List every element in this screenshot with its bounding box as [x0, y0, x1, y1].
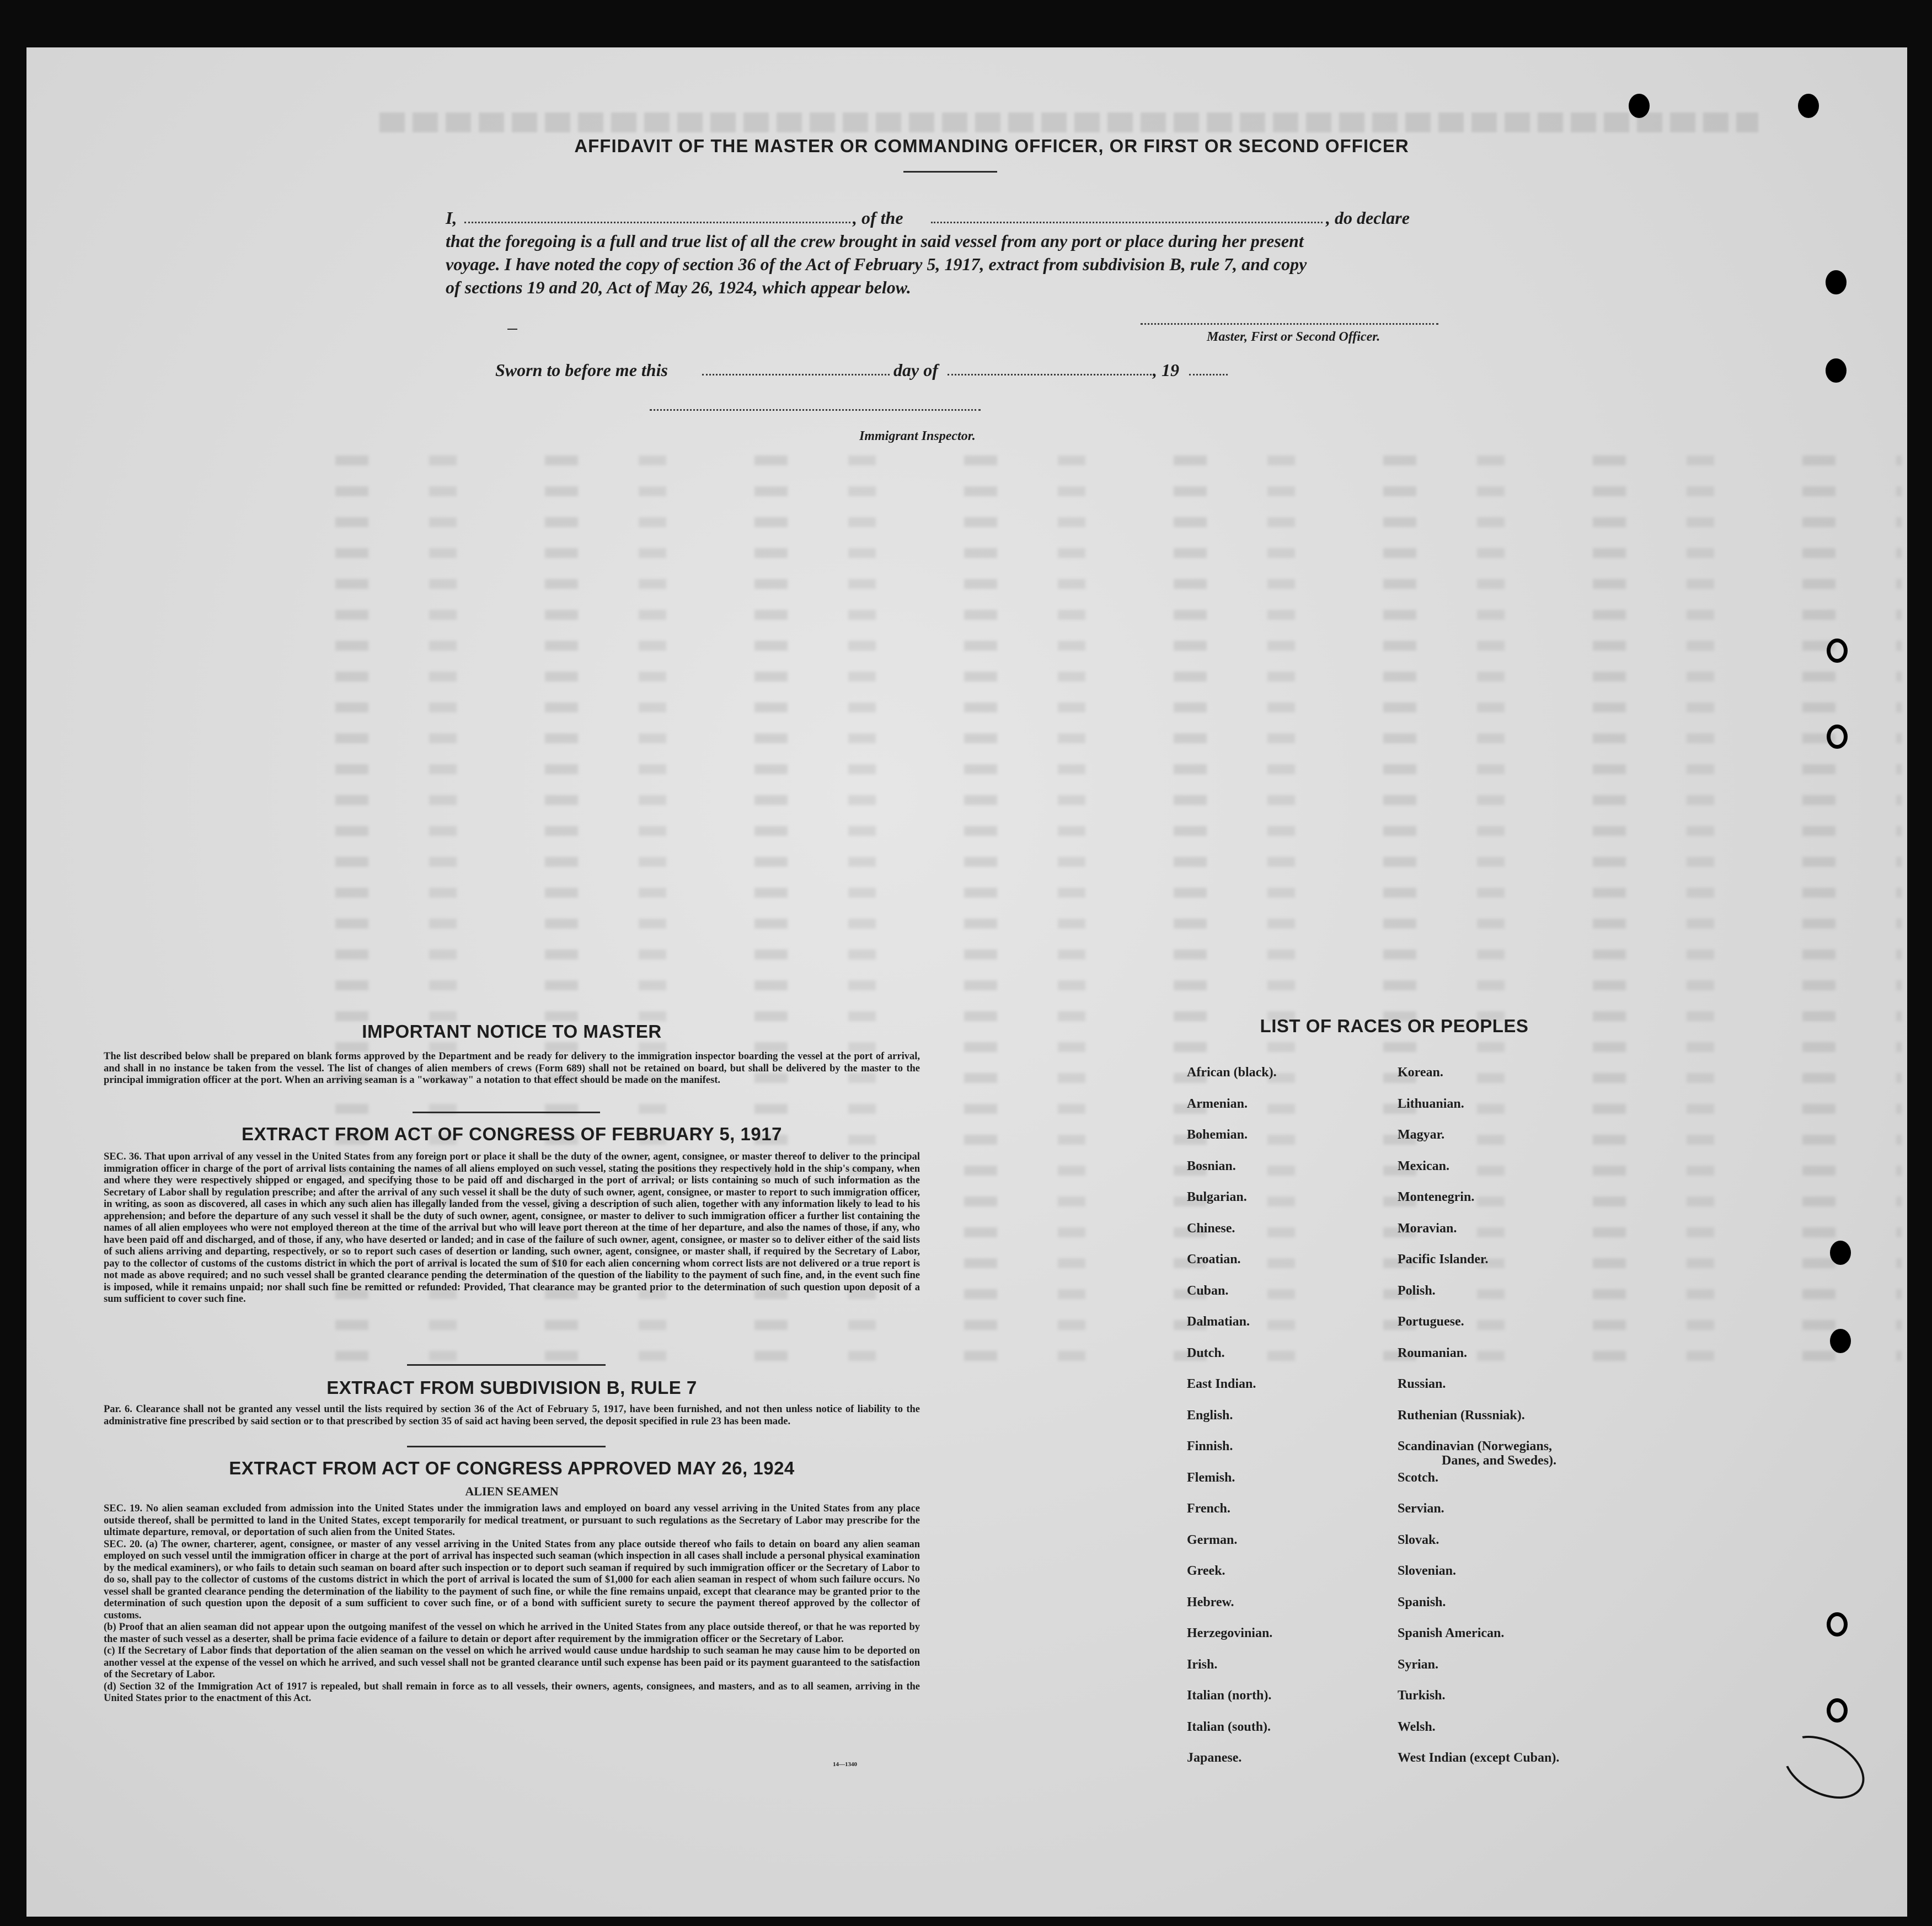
race-item: Russian.	[1398, 1377, 1446, 1391]
dash-mark	[507, 329, 517, 330]
race-item: English.	[1187, 1408, 1233, 1423]
punch-hole	[1827, 639, 1848, 663]
signature-blank	[1141, 323, 1438, 325]
race-item: Bosnian.	[1187, 1158, 1236, 1173]
race-item-continuation: Danes, and Swedes).	[1442, 1453, 1557, 1468]
sworn-label: Sworn to before me this	[495, 360, 668, 380]
bleed-through-row	[335, 517, 1902, 527]
race-item: Magyar.	[1398, 1128, 1445, 1142]
extract-1917-rule	[407, 1364, 606, 1366]
bleed-through-row	[335, 949, 1902, 959]
punch-hole	[1827, 1698, 1848, 1723]
sworn-day-blank	[702, 374, 890, 375]
race-item: Spanish American.	[1398, 1626, 1505, 1640]
sworn-line	[495, 357, 1267, 383]
race-item: Spanish.	[1398, 1595, 1446, 1610]
extract-1917-body: SEC. 36. That upon arrival of any vessel in the United States from any foreign port or place it shall be the duty of the owner, agent, consignee, or master thereof to deliver to the principal immigration officer in charge of the port of arrival lists containing the names of all aliens employed on such vessel, stating the positions they respectively hold in the ship's company, when and where they were respectively shipped or engaged, and specifying those to be paid off and discharged in the port of arrival; or lists containing so much of such information as the Secretary of Labor shall by regulation prescribe; and after the arrival of any such vessel it shall be the duty of such owner, agent, consignee, or master to report to such immigration officer, in writing, as soon as discovered, all cases in which any such alien has illegally landed from the vessel, giving a description of such alien, together with any information likely to lead to his apprehension; and before the departure of any such vessel it shall be the duty of such owner, agent, consignee, or master to deliver to such immigration officer a further list containing the names of all alien employees who were not employed thereon at the time of the arrival but who will leave port thereon at the time of her departure, and also the names of those, if any, who have been paid off and discharged, and of those, if any, who have deserted or landed; and in case of the failure of such owner, agent, consignee, or master so to deliver either of the said lists of such aliens arriving and departing, respectively, or so to report such cases of desertion or landing, such owner, agent, consignee, or master shall, if required by the Secretary of Labor, pay to the collector of customs of the customs district in which the port of arrival is located the sum of $10 for each alien concerning whom correct lists are not delivered or a true report is not made as above required; and no such vessel shall be granted clearance pending the determination of the question of the liability to the payment of such fine, and, in the event such fine is imposed, while it remains unpaid; nor shall such fine be remitted or refunded: Provided, That clearance may be granted prior to the determination of such question upon deposit of a sum sufficient to cover such fine.	[104, 1151, 920, 1305]
notice-rule	[413, 1112, 600, 1113]
bleed-through-heading	[379, 112, 1758, 132]
signature-label: Master, First or Second Officer.	[1207, 330, 1380, 344]
race-item: Mexican.	[1398, 1158, 1449, 1173]
sworn-month-blank	[948, 374, 1152, 375]
bleed-through-row	[335, 1351, 1902, 1361]
race-item: Montenegrin.	[1398, 1190, 1475, 1204]
bleed-through-row	[335, 455, 1902, 465]
notice-body: The list described below shall be prepared on blank forms approved by the Department and be ready for delivery to the immigration inspector boarding the vessel at the port of arrival, and shall in no instance be taken from the vessel. The list of changes of alien members of crews (Form 689) shall not be retained on board, but shall be delivered by the master to the principal immigration officer at the port. When an arriving seaman is a "workaway" a notation to that effect should be made on the manifest.	[104, 1051, 920, 1086]
race-item: Armenian.	[1187, 1096, 1248, 1111]
inspector-label: Immigrant Inspector.	[859, 429, 976, 443]
extract-rule7-rule	[407, 1446, 606, 1447]
race-item: Portuguese.	[1398, 1315, 1464, 1329]
sworn-day-of: day of	[893, 360, 938, 380]
race-item: Japanese.	[1187, 1751, 1242, 1765]
race-item: Welsh.	[1398, 1719, 1436, 1734]
race-item: Bulgarian.	[1187, 1190, 1247, 1204]
bleed-through-row	[335, 764, 1902, 774]
bleed-through-row	[335, 610, 1902, 620]
bleed-through-row	[335, 888, 1902, 898]
inspector-blank	[650, 409, 981, 411]
affidavit-title: AFFIDAVIT OF THE MASTER OR COMMANDING OFFICER, OR FIRST OR SECOND OFFICER	[574, 136, 1409, 156]
race-item: Korean.	[1398, 1065, 1443, 1080]
race-item: Italian (south).	[1187, 1719, 1271, 1734]
race-item: Irish.	[1187, 1657, 1218, 1672]
pen-mark	[1773, 1723, 1875, 1812]
race-item: Turkish.	[1398, 1688, 1446, 1703]
affidavit-line-1	[446, 205, 1510, 230]
sec-20a-text: SEC. 20. (a) The owner, charterer, agent, consignee, or master of any vessel arriving in the United States from any place outside thereof who fails to detain on board any alien seaman employed on such vessel until the immigration officer in charge at the port of arrival has inspected such seaman (which inspection in all cases shall include a personal physical examination by the medical examiners), or who fails to detain such seaman on board after such inspection or to deport such seaman if required by such immigration officer or the Secretary of Labor to do so, shall pay to the collector of customs of the customs district in which the port of arrival is located the sum of $1,000 for each alien seaman in respect of whom such failure occurs. No vessel shall be granted clearance pending the determination of the liability to the payment of such fine, or while the fine remains unpaid, except that clearance may be granted prior to the determination of such question upon the deposit of a sum sufficient to cover such fine, or of a bond with sufficient surety to secure the payment thereof approved by the collector of customs.	[104, 1538, 920, 1621]
race-item: Hebrew.	[1187, 1595, 1234, 1610]
extract-rule7-body: Par. 6. Clearance shall not be granted any vessel until the lists required by section 36 of the Act of February 5, 1917, have been furnished, and not then unless notice of liability to the administrative fine prescribed by said section or to that prescribed by section 35 of said act having been served, the deposit specified in rule 23 has been made.	[104, 1404, 920, 1427]
race-item: Servian.	[1398, 1501, 1444, 1516]
race-item: Pacific Islander.	[1398, 1252, 1489, 1267]
race-item: Greek.	[1187, 1564, 1225, 1578]
race-item: Finnish.	[1187, 1439, 1233, 1453]
sec-20b-text: (b) Proof that an alien seaman did not appear upon the outgoing manifest of the vessel on which he arrived in the United States from any place outside thereof, or that he was reported by the master of such vessel as a deserter, shall be prima facie evidence of a failure to detain or deport after requirement by the immigration officer or the Secretary of Labor.	[104, 1622, 920, 1645]
notice-title: IMPORTANT NOTICE TO MASTER	[362, 1021, 662, 1042]
extract-1917-title: EXTRACT FROM ACT OF CONGRESS OF FEBRUARY 5, 1917	[242, 1124, 782, 1144]
race-item: Moravian.	[1398, 1221, 1457, 1236]
sec-20d-text: (d) Section 32 of the Immigration Act of 1917 is repealed, but shall remain in force as to all vessels, their owners, agents, consignees, and masters, and as to all seamen, arriving in the United States prior to the enactment of this Act.	[104, 1681, 920, 1704]
punch-hole	[1798, 94, 1819, 118]
races-title: LIST OF RACES OR PEOPLES	[1260, 1016, 1529, 1036]
extract-1924-section	[104, 1503, 920, 1705]
bleed-through-row	[335, 919, 1902, 929]
race-item: Lithuanian.	[1398, 1096, 1464, 1111]
punch-hole	[1830, 1241, 1851, 1265]
race-item: Chinese.	[1187, 1221, 1235, 1236]
punch-hole	[1629, 94, 1650, 118]
bleed-through-row	[335, 548, 1902, 558]
bleed-through-row	[335, 733, 1902, 743]
race-item: Croatian.	[1187, 1252, 1241, 1267]
bleed-through-row	[335, 980, 1902, 990]
race-item: French.	[1187, 1501, 1230, 1516]
race-item: Herzegovinian.	[1187, 1626, 1273, 1640]
race-item: Cuban.	[1187, 1283, 1229, 1298]
punch-hole	[1827, 725, 1848, 749]
race-item: Scotch.	[1398, 1470, 1438, 1485]
title-underline	[903, 171, 997, 173]
bleed-through-row	[335, 579, 1902, 589]
race-item: African (black).	[1187, 1065, 1277, 1080]
bleed-through-row	[335, 702, 1902, 712]
punch-hole	[1826, 358, 1847, 383]
punch-hole	[1830, 1329, 1851, 1353]
affidavit-of-the: , of the	[853, 208, 903, 228]
race-item: Slovenian.	[1398, 1564, 1457, 1578]
race-item: Slovak.	[1398, 1532, 1439, 1547]
race-item: Scandinavian (Norwegians,	[1398, 1439, 1553, 1453]
race-item: Ruthenian (Russniak).	[1398, 1408, 1525, 1423]
race-item: Bohemian.	[1187, 1128, 1248, 1142]
race-item: East Indian.	[1187, 1377, 1256, 1391]
form-number: 14—1340	[833, 1761, 857, 1768]
race-item: West Indian (except Cuban).	[1398, 1751, 1560, 1765]
race-item: German.	[1187, 1532, 1238, 1547]
race-item: Syrian.	[1398, 1657, 1439, 1672]
name-blank	[464, 222, 850, 223]
bleed-through-row	[335, 672, 1902, 682]
sec-20c-text: (c) If the Secretary of Labor finds that deportation of the alien seaman on the vessel on which he arrived would cause undue hardship to such seaman he may cause him to be deported on another vessel at the expense of the vessel on which he arrived, and such vessel shall not be granted clearance until such expense has been paid or its payment guaranteed to the satisfaction of the Secretary of Labor.	[104, 1645, 920, 1680]
bleed-through-row	[335, 826, 1902, 836]
race-item: Polish.	[1398, 1283, 1436, 1298]
extract-rule7-title: EXTRACT FROM SUBDIVISION B, RULE 7	[327, 1377, 697, 1398]
affidavit-declare: , do declare	[1326, 208, 1410, 228]
affidavit-line-4: of sections 19 and 20, Act of May 26, 1924, which appear below.	[446, 277, 911, 297]
bleed-through-row	[335, 486, 1902, 496]
bleed-through-row	[335, 857, 1902, 867]
extract-1924-title: EXTRACT FROM ACT OF CONGRESS APPROVED MAY 26, 1924	[229, 1458, 795, 1478]
punch-hole	[1826, 270, 1847, 294]
race-item: Dutch.	[1187, 1345, 1225, 1360]
race-item: Dalmatian.	[1187, 1315, 1250, 1329]
affidavit-i: I,	[446, 208, 457, 228]
race-item: Italian (north).	[1187, 1688, 1272, 1703]
sworn-year-blank	[1189, 374, 1228, 375]
race-item: Flemish.	[1187, 1470, 1235, 1485]
race-item: Roumanian.	[1398, 1345, 1468, 1360]
bleed-through-row	[335, 795, 1902, 805]
bleed-through-row	[335, 1011, 1902, 1021]
vessel-blank	[931, 222, 1323, 223]
bleed-through-row	[335, 641, 1902, 651]
extract-1924-subtitle: ALIEN SEAMEN	[465, 1484, 559, 1498]
bleed-through-row	[335, 1320, 1902, 1330]
affidavit-line-3: voyage. I have noted the copy of section 36 of the Act of February 5, 1917, extract from subdivision B, rule 7, and copy	[446, 254, 1307, 274]
affidavit-line-2: that the foregoing is a full and true list of all the crew brought in said vessel from any port or place during her present	[446, 231, 1304, 251]
sworn-year-prefix: , 19	[1153, 360, 1179, 380]
punch-hole	[1827, 1612, 1848, 1637]
document-sheet	[26, 47, 1907, 1917]
sec-19-text: SEC. 19. No alien seaman excluded from admission into the United States under the immigration laws and employed on board any vessel arriving in the United States from any place outside thereof, shall be permitted to land in the United States, except temporarily for medical treatment, or pursuant to such regulations as the Secretary of Labor may prescribe for the ultimate departure, removal, or deportation of such alien from the United States.	[104, 1503, 920, 1538]
